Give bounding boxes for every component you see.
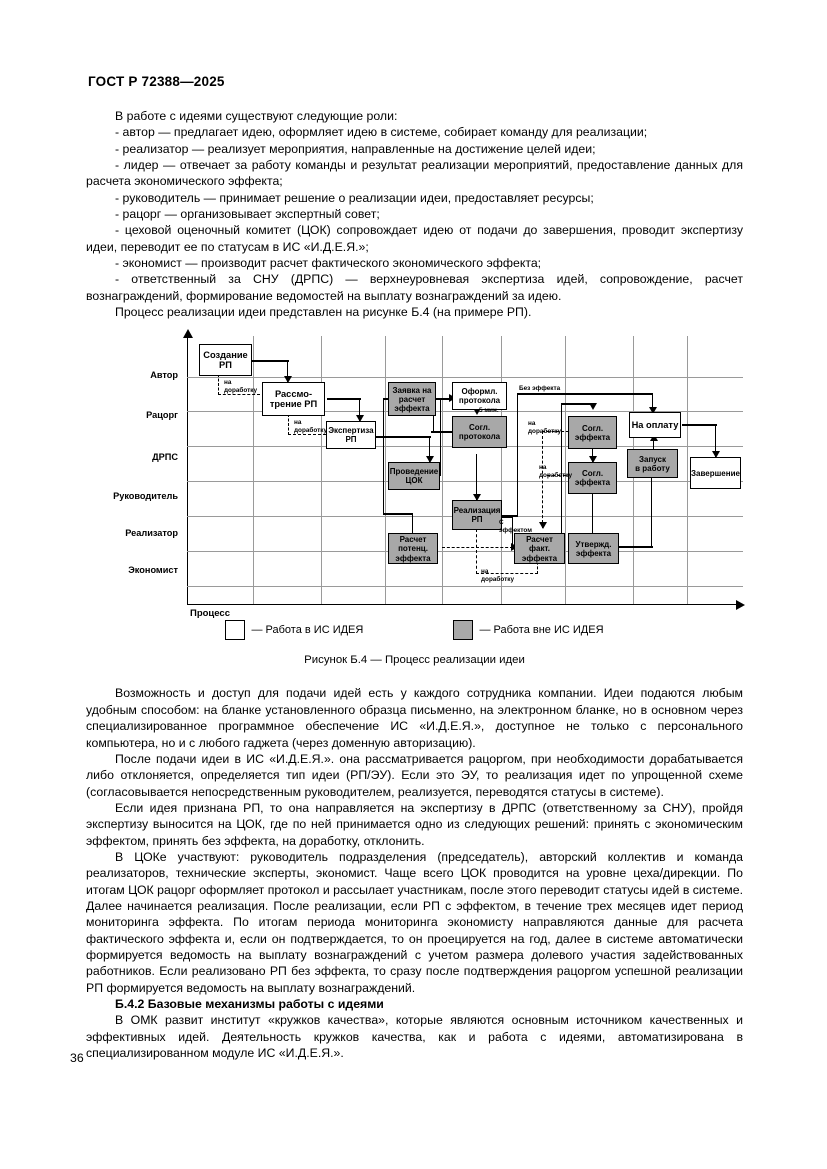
para-cok: В ЦОКе участвуют: руководитель подразделения (председатель), авторский коллектив и команда реализаторов, технические эксперты, экономист. Чаще всего ЦОК проводится на уровне цеха/дирекции. По итогам ЦОК рацорг оформляет протокол и рассылает участникам, после этого переводит статусы идей в системе. Далее начинается реализация. После реализации, если РП с эффектом, в течение трех месяцев идет период мониторинга эффекта. По итогам периода мониторинга экономисту направляются данные для расчета фактического эффекта и, если он подтверждается, то он проецируется на год, далее в системе автоматически формируется ведомость на выплату вознаграждений с учетом размера долевого участия задействованных работников. Если реализовано РП без эффекта, то сразу после подтверждения рацоргом успешной реализации РП формируется ведомость на выплату вознаграждений. xyxy=(86,849,743,995)
edge-dashed xyxy=(218,394,260,395)
role-item-drps: - ответственный за СНУ (ДРПС) — верхнеуровневая экспертиза идей, сопровождение, расчет вознаграждений, формирование ведомостей на выплату вознаграждений за идею. xyxy=(86,272,743,303)
para-after-submit: После подачи идеи в ИС «И.Д.Е.Я.». она рассматривается рацоргом, при необходимости дорабатывается либо отклоняется, определяется тип идеи (РП/ЭУ). Если это ЭУ, то реализация идет по упрощенной схеме (согласовывается непосредственным руководителем, реализуется, переводятся статусы в системе). xyxy=(86,751,743,799)
section-heading-b42: Б.4.2 Базовые механизмы работы с идеями xyxy=(115,997,384,1011)
node-sozdanie-rp[interactable] xyxy=(199,344,252,376)
legend-label: — Работа вне ИС ИДЕЯ xyxy=(479,624,604,637)
gridline-v xyxy=(442,336,443,604)
node-realizaciya-rp[interactable] xyxy=(452,500,502,530)
role-item-cok: - цеховой оценочный комитет (ЦОК) сопровождает идею от подачи до завершения, проводит экспертизу идеи, переводит ее по статусам в ИС «И.Д.Е.Я.»; xyxy=(86,223,743,254)
swimlane-label-racorg: Рацорг xyxy=(146,410,178,421)
edge-line xyxy=(440,398,441,476)
node-raschet-potenc[interactable] xyxy=(388,533,438,564)
gridline-h xyxy=(187,377,743,378)
node-label: Согл. эффекта xyxy=(574,423,611,442)
legend-item-in-system xyxy=(225,620,363,640)
edge-label-bez-effekta: Без эффекта xyxy=(519,385,561,393)
figure-plot-area xyxy=(187,336,743,608)
node-expertiza-rp[interactable] xyxy=(326,421,376,449)
edge-arrow-icon xyxy=(539,522,547,529)
edge-line xyxy=(619,546,653,547)
node-label: Утвержд. эффекта xyxy=(575,539,612,558)
para-access: Возможность и доступ для подачи идей есть у каждого сотрудника компании. Идеи подаются любым удобным способом: на бланке установленного образца письменно, на электронном бланке, но в основном через специализированное программное обеспечение ИС «И.Д.Е.Я.», доступное не только с персонального компьютера, но и с любого гаджета (через доменную авторизацию). xyxy=(86,686,743,750)
gridline-v xyxy=(321,336,322,604)
page-number: 36 xyxy=(70,1051,84,1065)
legend-label: — Работа в ИС ИДЕЯ xyxy=(251,624,364,637)
edge-dashed xyxy=(476,529,477,574)
node-label: На оплату xyxy=(631,420,679,431)
node-label: Создание РП xyxy=(203,349,248,371)
node-provedenie-cok[interactable] xyxy=(388,462,440,490)
edge-label-dorabotku-5: на доработку xyxy=(481,568,514,583)
edge-dashed xyxy=(288,414,289,435)
edge-arrow-icon xyxy=(589,403,597,410)
swimlane-label-manager: Руководитель xyxy=(113,491,178,502)
page-content xyxy=(86,108,743,1061)
node-label: Расчет потенц. эффекта xyxy=(395,535,431,563)
page-header: ГОСТ Р 72388—2025 xyxy=(88,74,225,89)
role-item-leader: - лидер — отвечает за работу команды и результат реализации мероприятий, предоставление данных для расчета экономического эффекта; xyxy=(86,158,743,189)
node-label: Экспертиза РП xyxy=(328,426,374,445)
edge-line xyxy=(383,513,413,514)
node-zayavka-raschet[interactable] xyxy=(388,382,436,416)
role-item-economist: - экономист — производит расчет фактического экономического эффекта; xyxy=(115,256,542,271)
x-axis xyxy=(187,604,737,605)
edge-line xyxy=(517,393,653,394)
node-raschet-fakt[interactable] xyxy=(514,533,565,564)
node-sogl-effekta-1[interactable] xyxy=(568,416,617,449)
edge-dashed xyxy=(542,431,543,528)
edge-label-dorabotku-4: на доработку xyxy=(539,464,572,479)
edge-label-dorabotku-1: на доработку xyxy=(224,379,257,394)
edge-label-s-effektom: С эффектом xyxy=(499,519,532,534)
swimlane-label-economist: Экономист xyxy=(128,565,178,576)
edge-line xyxy=(250,360,289,361)
edge-line xyxy=(682,424,717,425)
gridline-v xyxy=(253,336,254,604)
edge-label-dorabotku-3: на доработку xyxy=(528,420,561,435)
edge-label-5min: 5 мин. xyxy=(479,407,499,415)
figure-legend xyxy=(86,620,743,640)
x-axis-arrow-icon xyxy=(736,600,745,610)
node-label: Реализация РП xyxy=(453,506,501,525)
gridline-h xyxy=(187,481,743,482)
swimlane-label-author: Автор xyxy=(150,370,178,381)
figure-intro: Процесс реализации идеи представлен на рисунке Б.4 (на примере РП). xyxy=(115,305,532,320)
gridline-v xyxy=(687,336,688,604)
edge-dashed xyxy=(218,374,219,395)
node-utverzhd-effekta[interactable] xyxy=(568,533,619,564)
legend-item-out-system xyxy=(453,620,603,640)
para-rp: Если идея признана РП, то она направляется на экспертизу в ДРПС (ответственному за СНУ), пройдя экспертизу выносится на ЦОК, где по ней принимается одно из следующих решений: принять с экономическим эффектом, принять без эффекта, на доработку, отклонить. xyxy=(86,800,743,848)
node-zavershenie[interactable] xyxy=(690,457,741,489)
node-label: Завершение xyxy=(691,468,740,478)
edge-line xyxy=(517,393,518,516)
edge-label-dorabotku-2: на доработку xyxy=(294,419,327,434)
gridline-v xyxy=(385,336,386,604)
node-label: Оформл. протокола xyxy=(458,387,501,406)
edge-line xyxy=(651,470,652,547)
role-item-manager: - руководитель — принимает решение о реализации идеи, предоставляет ресурсы; xyxy=(115,190,594,205)
node-label: Расчет факт. эффекта xyxy=(521,535,558,563)
para-section-b42: В ОМК развит институт «кружков качества», которые являются основным источником качественных и эффективных идей. Деятельность кружков качества, как и работа с идеями, автоматизирована в специализированном модуле ИС «И.Д.Е.Я.». xyxy=(86,1013,743,1061)
gridline-v xyxy=(501,336,502,604)
node-sogl-protokola[interactable] xyxy=(452,416,507,448)
x-axis-label: Процесс xyxy=(190,608,230,620)
node-label: Проведение ЦОК xyxy=(389,467,439,486)
node-sogl-effekta-2[interactable] xyxy=(568,462,617,494)
figure-b4 xyxy=(86,334,743,679)
role-item-author: - автор — предлагает идею, оформляет идею в системе, собирает команду для реализации; xyxy=(115,125,648,140)
node-oforml-protokola[interactable] xyxy=(452,382,507,410)
edge-dashed xyxy=(288,434,331,435)
gridline-h xyxy=(187,586,743,587)
edge-line xyxy=(327,398,361,399)
role-item-implementer: - реализатор — реализует мероприятия, направленные на достижение целей идеи; xyxy=(115,141,596,156)
legend-swatch-gray-icon xyxy=(453,620,473,640)
y-axis-arrow-icon xyxy=(183,329,193,338)
swimlane-label-implementer: Реализатор xyxy=(125,528,178,539)
node-rassmotrenie-rp[interactable] xyxy=(262,382,325,416)
edge-line xyxy=(383,398,384,514)
node-label: Рассмо- трение РП xyxy=(269,388,318,410)
node-label: Согл. протокола xyxy=(458,423,501,442)
edge-line xyxy=(561,403,592,404)
edge-dashed xyxy=(442,547,513,548)
node-na-oplatu[interactable] xyxy=(629,412,681,438)
role-item-racorg: - рацорг — организовывает экспертный совет; xyxy=(115,207,380,222)
node-label: Запуск в работу xyxy=(635,454,670,473)
node-label: Согл. эффекта xyxy=(574,469,611,488)
legend-swatch-white-icon xyxy=(225,620,245,640)
gridline-h xyxy=(187,551,743,552)
node-zapusk-v-rabotu[interactable] xyxy=(627,449,678,478)
swimlane-label-drps: ДРПС xyxy=(152,452,178,463)
figure-caption: Рисунок Б.4 — Процесс реализации идеи xyxy=(304,654,525,667)
intro-lead: В работе с идеями существуют следующие роли: xyxy=(115,109,398,123)
node-label: Заявка на расчет эффекта xyxy=(392,385,432,414)
